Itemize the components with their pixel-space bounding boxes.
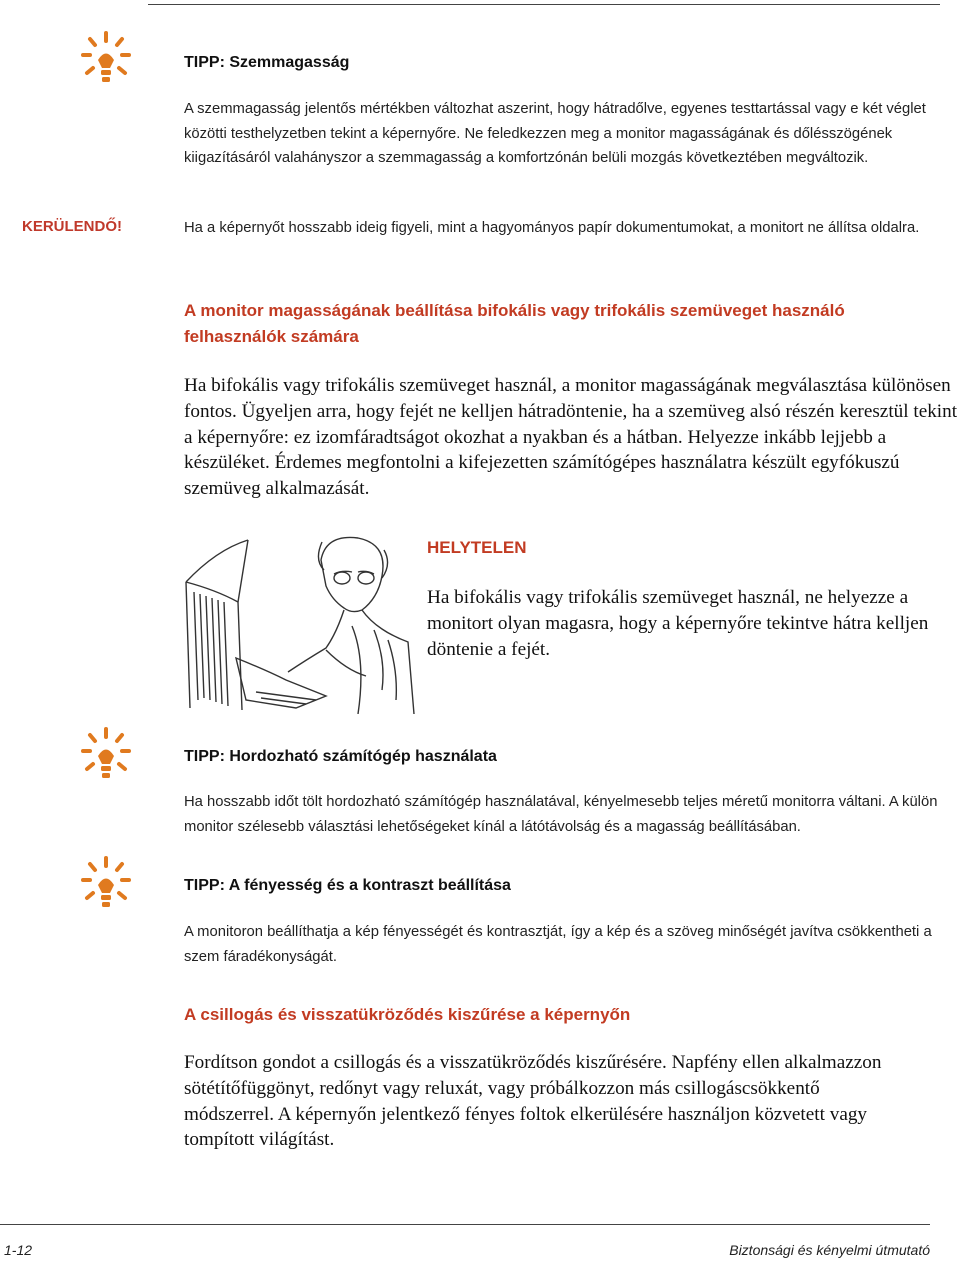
lightbulb-icon xyxy=(80,855,132,911)
document-title: Biztonsági és kényelmi útmutató xyxy=(729,1242,930,1258)
section-title-bifocal: A monitor magasságának beállítása bifokális vagy trifokális szemüveget használó felhasználók számára xyxy=(184,301,845,346)
top-rule xyxy=(148,4,940,5)
tip-title-brightness: TIPP: A fényesség és a kontraszt beállítása xyxy=(184,877,511,894)
person-at-monitor-illustration xyxy=(176,530,416,714)
section-title-glare: A csillogás és visszatükröződés kiszűrése a képernyőn xyxy=(184,1005,631,1024)
section-body-glare: Fordítson gondot a csillogás és a visszatükröződés kiszűrésére. Napfény ellen alkalmazzon sötétítőfüggönyt, redőnyt vagy reluxát, vagy próbálkozzon más csillogáscsökkentő módszerrel. A képernyőn jelentkező fényes foltok elkerülésére használjon közvetett vagy tompított világítást. xyxy=(184,1052,882,1151)
wrong-text: Ha bifokális vagy trifokális szemüveget használ, ne helyezze a monitort olyan magasra, hogy a képernyőre tekintve hátra kelljen döntenie a fejét. xyxy=(427,587,929,660)
tip-title-eye-level: TIPP: Szemmagasság xyxy=(184,54,350,71)
page-number: 1-12 xyxy=(4,1242,33,1258)
footer-rule xyxy=(0,1224,930,1225)
lightbulb-icon xyxy=(80,30,132,86)
wrong-label: HELYTELEN xyxy=(427,538,527,557)
tip-text-brightness: A monitoron beállíthatja a kép fényességét és kontrasztját, így a kép és a szöveg minőségét javítva csökkentheti a szem fáradékonyságát. xyxy=(184,924,932,965)
tip-text-eye-level: A szemmagasság jelentős mértékben változhat aszerint, hogy hátradőlve, egyenes testtartással vagy e két véglet közötti testhelyzetben tekint a képernyőre. Ne feledkezzen meg a monitor magasságának és dőlésszögének kiigazításáról valahányszor a szemmagasság a komfortzónán belüli mozgás következtében megváltozik. xyxy=(184,101,926,166)
warning-label: KERÜLENDŐ! xyxy=(22,218,122,235)
warning-text: Ha a képernyőt hosszabb ideig figyeli, mint a hagyományos papír dokumentumokat, a monitort ne állítsa oldalra. xyxy=(184,220,920,236)
section-body-bifocal: Ha bifokális vagy trifokális szemüveget használ, a monitor magasságának megválasztása különösen fontos. Ügyeljen arra, hogy fejét ne kelljen hátradöntenie, ha a szemüveg alsó részén keresztül tekint a képernyőre: ez izomfáradtságot okozhat a nyakban és a hátban. Helyezze inkább lejjebb a készüléket. Érdemes megfontolni a kifejezetten számítógépes használatra készült egyfókuszú szemüveg alkalmazását. xyxy=(184,375,958,500)
lightbulb-icon xyxy=(80,726,132,782)
tip-text-laptop: Ha hosszabb időt tölt hordozható számítógép használatával, kényelmesebb teljes méretű monitorra váltani. A külön monitor szélesebb választási lehetőségeket kínál a látótávolság és a magasság beállításában. xyxy=(184,794,938,835)
tip-title-laptop: TIPP: Hordozható számítógép használata xyxy=(184,748,497,765)
